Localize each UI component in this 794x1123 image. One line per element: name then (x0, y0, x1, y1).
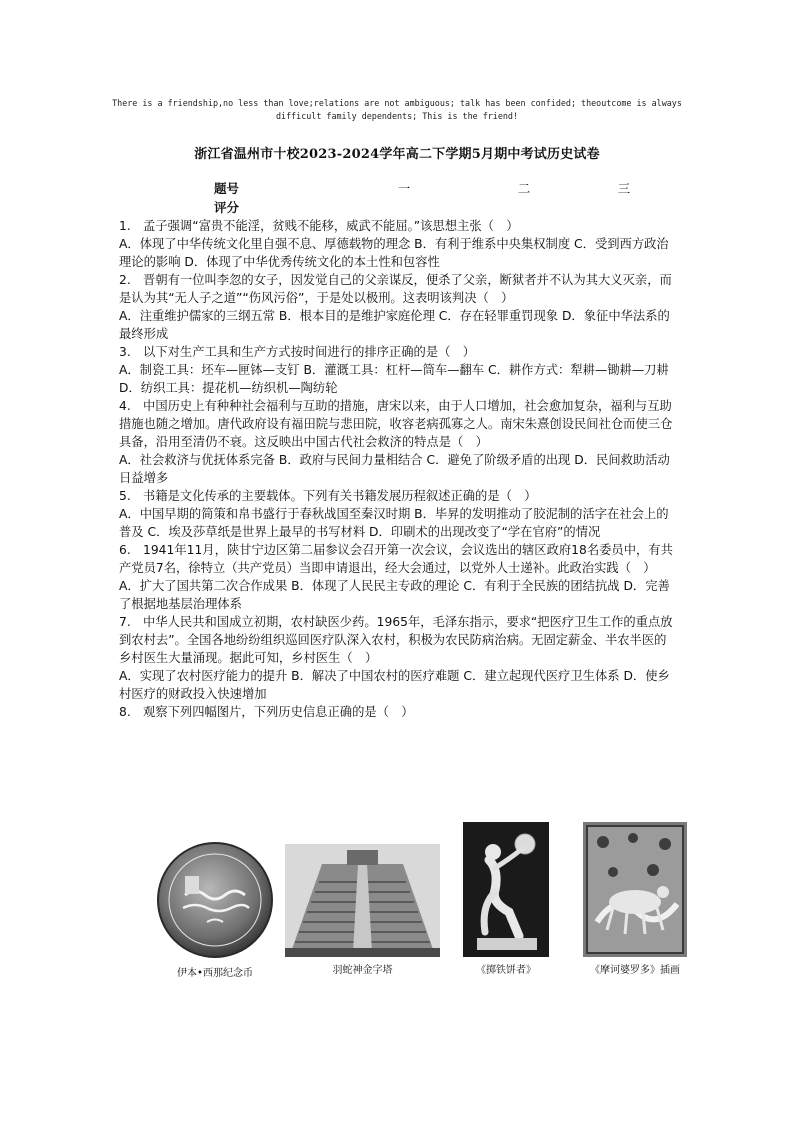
figure-pyramid (285, 844, 440, 976)
question-stem: 6. 1941年11月，陕甘宁边区第二届参议会召开第一次会议，会议选出的辖区政府18名委员中，有共产党员7名，徐特立（共产党员）当即申请退出，经大会通过，以党外人士递补。此政治实践（ ） (119, 543, 673, 575)
coin-image-icon (155, 840, 275, 960)
question-stem: 2. 晋朝有一位叫李忽的女子，因发觉自己的父亲谋反，便杀了父亲，断狱者并不认为其大义灭亲，而是认为其“无人子之道”“伤风污俗”，于是处以极刑。这表明该判决（ ） (119, 273, 672, 305)
statue-image-icon (463, 822, 549, 957)
score-cell: 评分 (214, 199, 240, 215)
figure-coin (155, 840, 275, 979)
question-options: A．实现了农村医疗能力的提升 B．解决了中国农村的医疗难题 C．建立起现代医疗卫生体系 D．使乡村医疗的财政投入快速增加 (119, 669, 670, 701)
figure-caption: 《掷铁饼者》 (476, 965, 536, 976)
question-stem: 8. 观察下列四幅图片，下列历史信息正确的是（ ） (119, 705, 414, 719)
question-4 (119, 397, 675, 487)
page-title: 浙江省温州市十校2023-2024学年高二下学期5月期中考试历史试卷 (194, 147, 600, 162)
question-3 (119, 343, 675, 397)
question-stem: 3. 以下对生产工具和生产方式按时间进行的排序正确的是（ ） (119, 345, 476, 359)
question-options: A．制瓷工具：坯车—匣钵—支钉 B．灌溉工具：杠杆—筒车—翻车 C．耕作方式：犁耕—锄耕—刀耕 D．纺织工具：提花机—纺织机—陶纺轮 (119, 363, 669, 395)
figure-caption: 《摩诃婆罗多》插画 (590, 965, 680, 976)
score-cell: 一 (397, 180, 411, 196)
question-options: A．扩大了国共第二次合作成果 B．体现了人民民主专政的理论 C．有利于全民族的团结抗战 D．完善了根据地基层治理体系 (119, 579, 670, 611)
question-8 (119, 703, 675, 721)
painting-image-icon (583, 822, 687, 957)
question-7 (119, 613, 675, 703)
figure-painting (583, 822, 687, 976)
score-cell: 二 (517, 180, 531, 196)
score-cell: 题号 (214, 180, 240, 196)
figure-statue (463, 822, 549, 976)
figure-caption: 羽蛇神金字塔 (332, 965, 393, 976)
score-row-header (214, 178, 664, 197)
score-table (214, 178, 664, 216)
question-stem: 4. 中国历史上有种种社会福利与互助的措施，唐宋以来，由于人口增加，社会愈加复杂，福利与互助措施也随之增加。唐代政府设有福田院与悲田院，收容老病孤寡之人。南宋朱熹创设民间社仓而使三仓具备，沿用至清仍不衰。这反映出中国古代社会救济的特点是（ ） (119, 399, 673, 449)
question-5 (119, 487, 675, 541)
question-list (119, 217, 675, 721)
question-1 (119, 217, 675, 271)
question-options: A．社会救济与优抚体系完备 B．政府与民间力量相结合 C．避免了阶级矛盾的出现 D．民间救助活动日益增多 (119, 453, 670, 485)
figure-caption: 伊本•西那纪念币 (177, 968, 253, 979)
question-stem: 5. 书籍是文化传承的主要载体。下列有关书籍发展历程叙述正确的是（ ） (119, 489, 537, 503)
question-options: A．体现了中华传统文化里自强不息、厚德载物的理念 B．有利于维系中央集权制度 C．受到西方政治理论的影响 D．体现了中华优秀传统文化的本土性和包容性 (119, 237, 669, 269)
figure-row (155, 822, 695, 982)
score-row-score (214, 197, 664, 216)
question-stem: 1. 孟子强调“富贵不能淫，贫贱不能移，威武不能屈。”该思想主张（ ） (119, 219, 519, 233)
question-stem: 7. 中华人民共和国成立初期，农村缺医少药。1965年，毛泽东指示，要求“把医疗卫生工作的重点放到农村去”。全国各地纷纷组织巡回医疗队深入农村，积极为农民防病治病。无固定薪金、半农半医的乡村医生大量涌现。据此可知，乡村医生（ ） (119, 615, 673, 665)
question-options: A．中国早期的简策和帛书盛行于春秋战国至秦汉时期 B．毕昇的发明推动了胶泥制的活字在社会上的普及 C．埃及莎草纸是世界上最早的书写材料 D．印刷术的出现改变了“学在官府”的情况 (119, 507, 669, 539)
score-cell: 三 (617, 180, 631, 196)
header-note: There is a friendship,no less than love;relations are not ambiguous; talk has been confided; theoutcome is always difficult family dependents; This is the friend! (112, 98, 682, 121)
question-6 (119, 541, 675, 613)
question-options: A．注重维护儒家的三纲五常 B．根本目的是维护家庭伦理 C．存在轻罪重罚现象 D．象征中华法系的最终形成 (119, 309, 670, 341)
question-2 (119, 271, 675, 343)
pyramid-image-icon (285, 844, 440, 957)
